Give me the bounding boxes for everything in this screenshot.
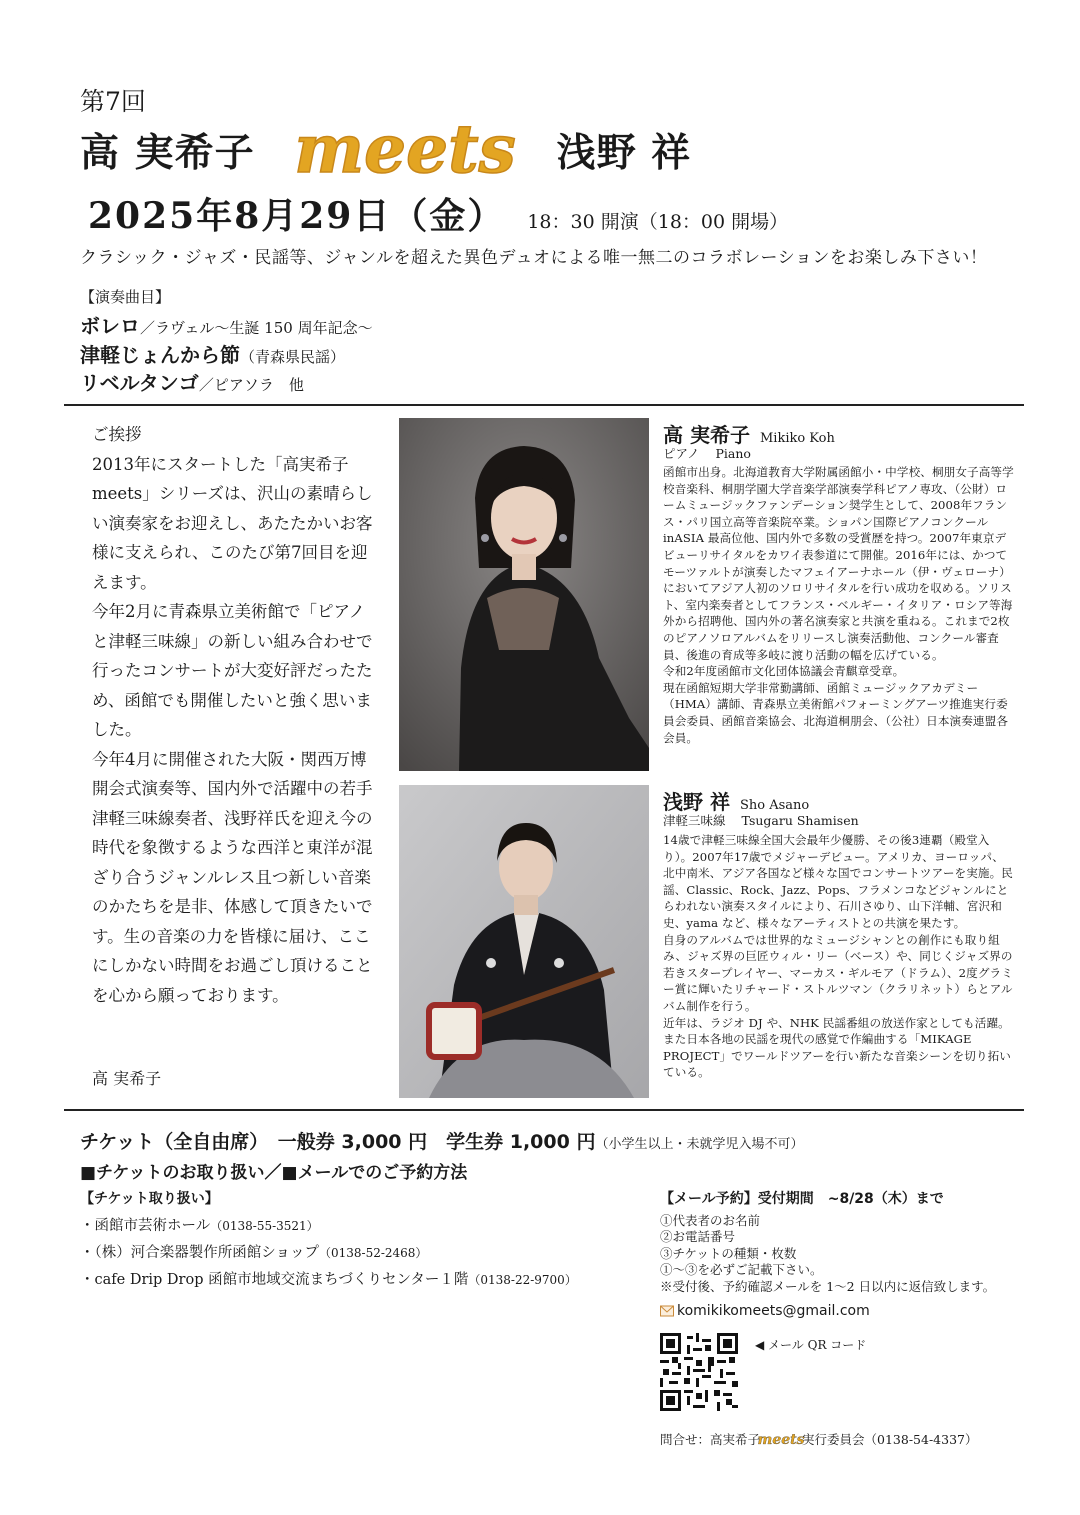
artist-name-en: Sho Asano <box>739 798 810 813</box>
divider-bottom <box>64 1109 1024 1111</box>
venue-item <box>80 1241 427 1262</box>
program-item <box>80 367 304 396</box>
performer-right-name: 浅野 祥 <box>556 130 692 176</box>
mail-icon <box>660 1305 674 1317</box>
artist-bio: 函館市出身。北海道教育大学附属函館小・中学校、桐朋女子高等学校音楽科、桐朋学園大学音楽学部演奏学科ピアノ専攻、（公財）ロームミュージックファンデーション奨学生として、2008年フランス・パリ国立高等音楽院卒業。ショパン国際ピアノコンクール inASIA 最高位他、国内外で多数の受賞歴を持つ。2007年東京デビューリサイタルをカワイ表参道にて開催。2016年には、かつてモーツァルトが演奏したマフェイアーナホール（伊・ヴェローナ）においてアジア人初のソロリサイタルを行い成功を収める。ソリスト、室内楽奏者としてフランス・ベルギー・イタリア・ロシア等海外から招聘他、国内外の著名演奏家と共演を重ねる。これまで2枚のピアノソロアルバムをリリースし演奏活動他、コンクール審査員、後進の育成等多岐に渡り活動の幅を広げている。 令和2年度函館市文化団体協議会青麒章受章。 現在函館短期大学非常勤講師、函館ミュージックアカデミー（HMA）講師、青森県立美術館パフォーミングアーツ推進実行委員会委員、函館音楽協会、北海道桐朋会、（公社）日本演奏連盟各会員。 <box>663 465 1014 745</box>
qr-code-icon <box>660 1333 738 1411</box>
artist-instrument-jp: 津軽三味線 <box>663 813 726 828</box>
mail-instruction-item: ③チケットの種類・枚数 <box>660 1245 797 1261</box>
program-item-sub: ／ピアソラ 他 <box>198 376 304 394</box>
artist-name-jp: 浅野 祥 <box>663 790 730 814</box>
artist-bio: 14歳で津軽三味線全国大会最年少優勝、その後3連覇（殿堂入り）。2007年17歳でメジャーデビュー。アメリカ、ヨーロッパ、北中南米、アジア各国など様々な国でコンサートツアーを実施。民謡、Classic、Rock、Jazz、Pops、フラメンコなどジャンルにとらわれない演奏スタイルにより、石川さゆり、山下洋輔、宮沢和史、yama など、様々なアーティストとの共演を果たす。 自身のアルバムでは世界的なミュージシャンとの創作にも取り組み、ジャズ界の巨匠ウィル・リー（ベース）や、同じくジャズ界の若きスタープレイヤー、マーカス・ギルモア（ドラム）、2度グラミー賞に輝いたリチャード・ストルツマン（クラリネット）らとアルバム制作を行う。 近年は、ラジオ DJ や、NHK 民謡番組の放送作家としても活躍。また日本各地の民謡を現代の感覚で作編曲する「MIKAGE PROJECT」でワールドツアーを行い新たな音楽シーンを切り拓いている。 <box>663 833 1014 1080</box>
artist-instrument-en: Tsugaru Shamisen <box>741 813 859 828</box>
performer-left-name: 高 実希子 <box>80 130 255 176</box>
pianist-photo-image <box>399 418 649 771</box>
venue-name: ・（株）河合楽器製作所函館ショップ <box>80 1245 319 1261</box>
mail-reservation-heading: 【メール予約】受付期間 ~8/28（木）まで <box>660 1191 944 1207</box>
shamisen-player-photo-image <box>399 785 649 1098</box>
venue-phone: （0138-22-9700） <box>468 1273 577 1287</box>
program-item-sub: ／ラヴェル～生誕 150 周年記念～ <box>140 319 373 337</box>
mail-instruction-item: ②お電話番号 <box>660 1229 736 1245</box>
ticket-price-line: チケット（全自由席） 一般券 3,000 円 学生券 1,000 円 <box>80 1131 596 1153</box>
contact-prefix: 問合せ：高実希子 <box>660 1432 761 1447</box>
venue-name: ・函館市芸術ホール <box>80 1218 211 1234</box>
venue-phone: （0138-55-3521） <box>210 1219 319 1233</box>
artist-instrument <box>663 811 859 829</box>
email-address[interactable]: komikikomeets@gmail.com <box>677 1303 870 1319</box>
program-item-main: リベルタンゴ <box>80 371 199 395</box>
title-row <box>80 110 692 188</box>
qr-code-label: ◀ メール QR コード <box>755 1338 867 1352</box>
artist-name-jp: 高 実希子 <box>663 423 750 447</box>
venues-heading: 【チケット取り扱い】 <box>80 1191 219 1207</box>
program-item-sub: （青森県民謡） <box>240 348 346 366</box>
mail-instruction-item: ※受付後、予約確認メールを 1～2 日以内に返信致します。 <box>660 1278 996 1294</box>
program-item <box>80 310 373 339</box>
greeting-block <box>92 420 377 1010</box>
mail-instructions <box>660 1213 995 1295</box>
event-time: 18：30 開演（18：00 開場） <box>527 211 789 233</box>
venue-name: ・cafe Drip Drop 函館市地域交流まちづくりセンター１階 <box>80 1272 469 1288</box>
artist-instrument-jp: ピアノ <box>663 446 700 461</box>
contact-line <box>660 1430 978 1448</box>
greeting-paragraph: 今年4月に開催された大阪・関西万博開会式演奏等、国内外で活躍中の若手津軽三味線奏者、浅野祥氏を迎え今の時代を象徴するような西洋と東洋が混ざり合うジャンルレス且つ新しい音楽のかたちを是非、体感して頂きたいです。生の音楽の力を皆様に届け、ここにしかない時間をお過ごし頂けることを心から願っております。 <box>92 749 373 1005</box>
venue-item <box>80 1214 319 1235</box>
ticket-note: （小学生以上・未就学児入場不可） <box>595 1137 804 1152</box>
divider-top <box>64 404 1024 406</box>
mail-instruction-item: ①～③を必ずご記載下さい。 <box>660 1262 823 1278</box>
greeting-paragraph: 今年2月に青森県立美術館で「ピアノと津軽三味線」の新しい組み合わせで行ったコンサートが大変好評だったため、函館でも開催したいと強く思いました。 <box>92 602 373 739</box>
program-item-main: ボレロ <box>80 314 140 338</box>
program-heading: 【演奏曲目】 <box>80 288 171 306</box>
program-item-main: 津軽じょんから節 <box>80 343 240 367</box>
event-date: 2025年8月29日（金） <box>88 195 506 237</box>
meets-logo-small-text: meets <box>757 1432 805 1448</box>
pianist-photo <box>399 418 649 771</box>
artist-name-en: Mikiko Koh <box>759 431 835 446</box>
greeting-heading: ご挨拶 <box>92 425 142 444</box>
email-row <box>660 1303 870 1319</box>
greeting-paragraph: 2013年にスタートした「高実希子meets」シリーズは、沢山の素晴らしい演奏家をお迎えし、あたたかいお客様に支えられ、このたび第7回目を迎えます。 <box>92 454 373 592</box>
venue-phone: （0138-52-2468） <box>318 1246 428 1260</box>
ticket-methods-heading: ■チケットのお取り扱い／■メールでのご予約方法 <box>80 1163 468 1183</box>
artist-instrument-en: Piano <box>715 446 751 461</box>
mail-instruction-item: ①代表者のお名前 <box>660 1213 761 1228</box>
qr-code[interactable] <box>660 1333 738 1411</box>
venue-item <box>80 1268 577 1289</box>
series-number: 第7回 <box>80 87 146 116</box>
lead-text: クラシック・ジャズ・民謡等、ジャンルを超えた異色デュオによる唯一無二のコラボレーションをお楽しみ下さい！ <box>80 248 988 268</box>
meets-logo-small <box>757 1431 805 1448</box>
artist-instrument <box>663 444 751 462</box>
meets-logo <box>269 110 541 188</box>
contact-suffix: 実行委員会（0138-54-4337） <box>802 1432 978 1447</box>
ticket-prices <box>80 1127 803 1154</box>
date-row <box>88 188 788 239</box>
meets-logo-text: meets <box>293 110 516 188</box>
shamisen-player-photo <box>399 785 649 1098</box>
greeting-signature: 高 実希子 <box>92 1069 162 1088</box>
program-item <box>80 339 345 368</box>
